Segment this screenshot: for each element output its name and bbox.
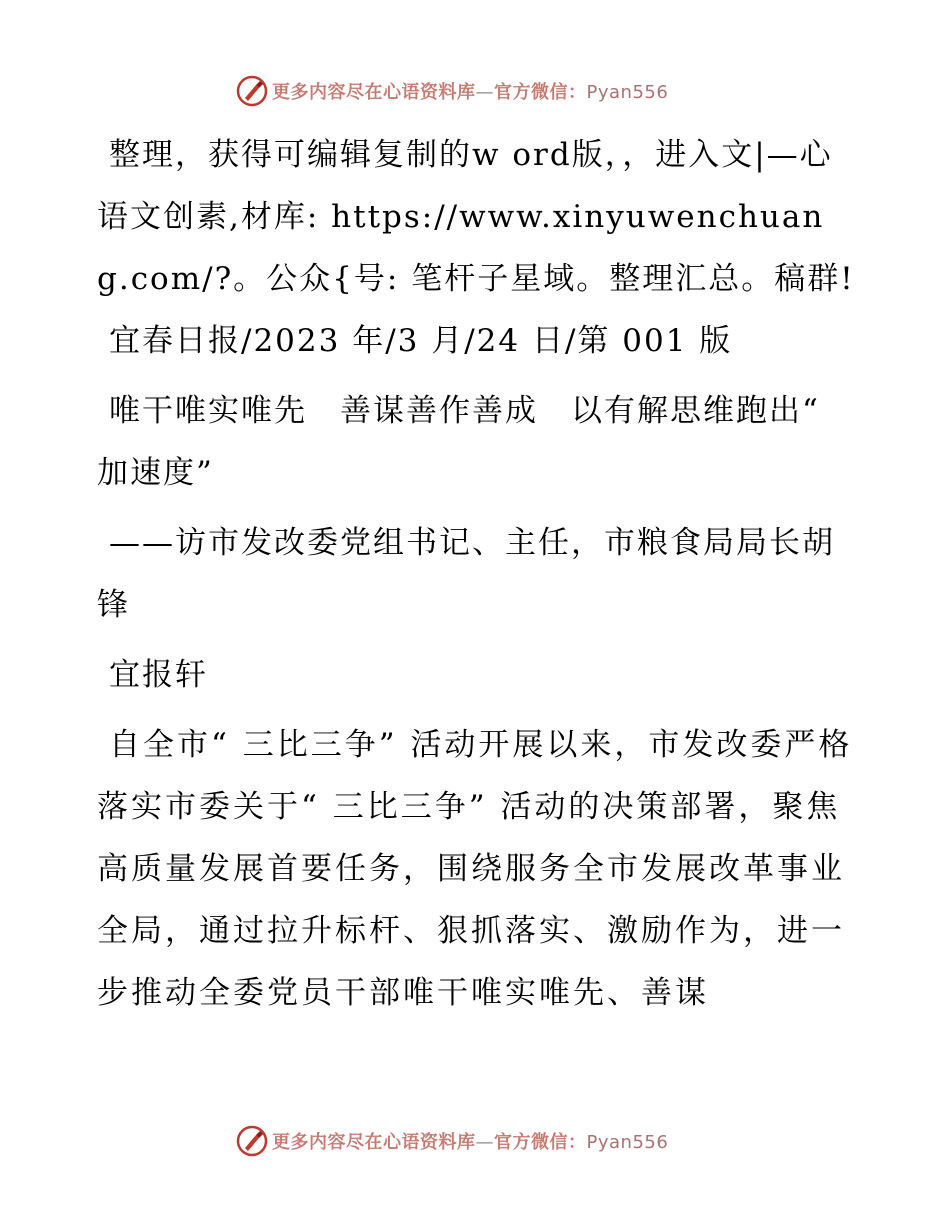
watermark-account-id: Pyan556: [586, 82, 669, 103]
intro-paragraph: 整理，获得可编辑复制的w ord版，，进入文|—心语文创素,材库: https://www.xinyuwenchuang.com/?。公众{号: 笔杆子星域。整理汇总。稿群!: [97, 137, 855, 297]
watermark-account-id: Pyan556: [586, 1132, 669, 1153]
pen-logo-icon: [236, 1125, 268, 1157]
article-headline: 唯干唯实唯先 善谋善作善成 以有解思维跑出“ 加速度”: [97, 393, 820, 491]
source-line: 宜春日报/2023 年/3 月/24 日/第 001 版: [109, 323, 733, 359]
watermark-account-label: 官方微信：: [494, 1132, 587, 1153]
article-author: 宜报轩: [109, 657, 208, 693]
watermark-account-label: 官方微信：: [494, 82, 587, 103]
watermark-text: 更多内容尽在心语资料库: [272, 82, 476, 103]
document-body: [97, 124, 857, 1024]
header-watermark: [236, 74, 668, 108]
article-body-paragraph: 自全市“ 三比三争” 活动开展以来，市发改委严格落实市委关于“ 三比三争” 活动的决策部署，聚焦高质量发展首要任务，围绕服务全市发展改革事业全局，通过拉升标杆、狠抓落实、激励作为，进一步推动全委党员干部唯干唯实唯先、善谋: [97, 727, 853, 1011]
watermark-text: 更多内容尽在心语资料库: [272, 1132, 476, 1153]
pen-logo-icon: [236, 75, 268, 107]
watermark-dash: —: [475, 82, 494, 103]
article-subheadline: ——访市发改委党组书记、主任，市粮食局局长胡锋: [97, 525, 835, 623]
footer-watermark: [236, 1124, 668, 1158]
watermark-dash: —: [475, 1132, 494, 1153]
